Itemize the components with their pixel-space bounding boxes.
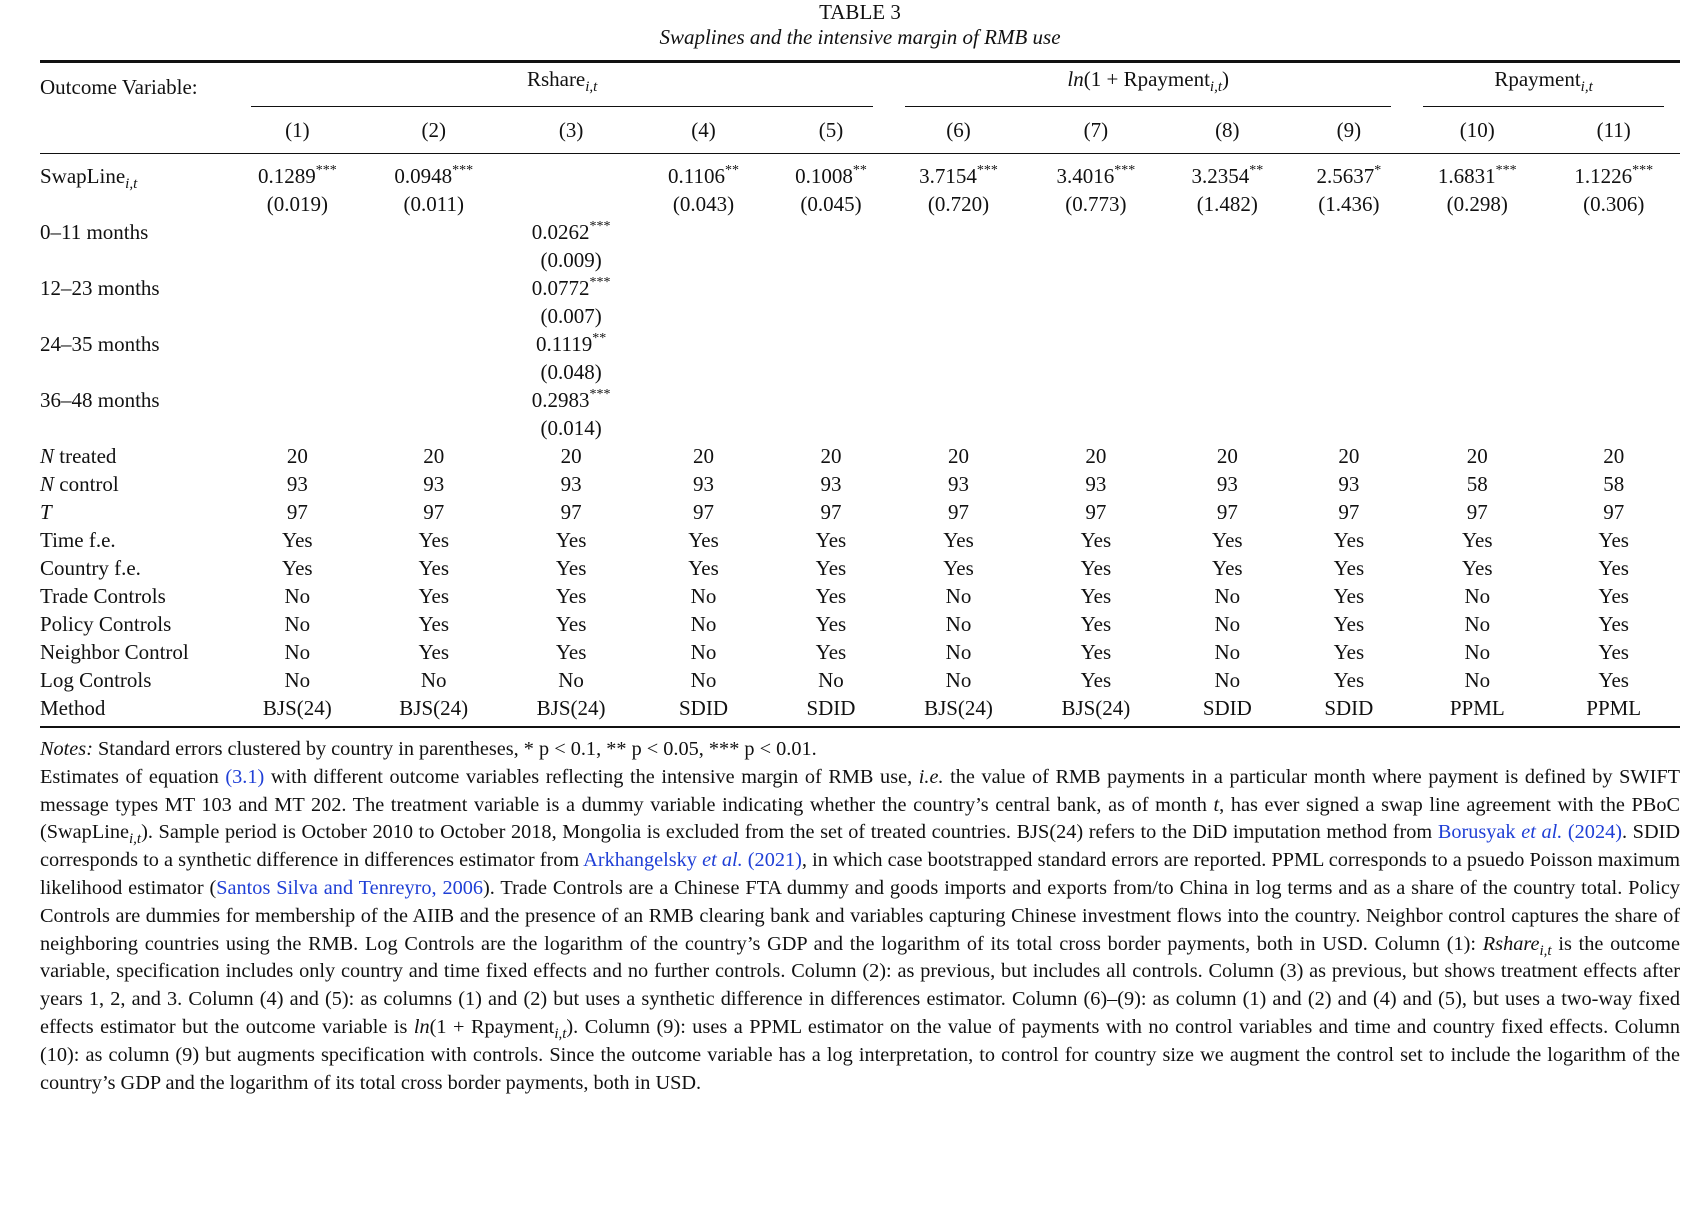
group-header-rpayment: Rpayment$_{i,t}$ (1407, 62, 1680, 108)
stat-cell: Yes (815, 612, 847, 636)
stat-cell: Yes (1080, 528, 1112, 552)
stat-cell: 93 (1216, 472, 1238, 496)
event-row-label: 24–35 months (40, 332, 160, 356)
group-header-row (40, 62, 1680, 108)
stat-cell: BJS(24) (1028, 694, 1164, 727)
column-number: (4) (634, 107, 772, 154)
stat-cell: Yes (1333, 668, 1365, 692)
table-number: TABLE 3 (819, 0, 901, 24)
notes-body: Estimates of equation (3.1) with different outcome variables reflecting the intensive margin of RMB use, i.e. the value of RMB payments in a particular month where payment is defined by SWIFT message types MT 103 and MT 202. The treatment variable is a dummy variable indicating whether the country’s central bank, as of month t, has ever signed a swap line agreement with the PBoC (SwapLine$_{i,t}$). Sample period is October 2010 to October 2018, Mongolia is excluded from the set of treated countries. BJS(24) refers to the DiD imputation method from Borusyak et al. (2024). SDID corresponds to a synthetic difference in differences estimator from Arkhangelsky et al. (2021), in which case bootstrapped standard errors are reported. PPML corresponds to a psuedo Poisson maximum likelihood estimator (Santos Silva and Tenreyro, 2006). Trade Controls are a Chinese FTA dummy and goods imports and exports from/to China in log terms and as a share of the country total. Policy Controls are dummies for membership of the AIIB and the presence of an RMB clearing bank and variables capturing Chinese investment flows into the country. Neighbor control captures the share of neighboring countries using the RMB. Log Controls are the logarithm of the country’s GDP and the logarithm of its total cross border payments, both in USD. Column (1): Rshare$_{i,t}$ is the outcome variable, specification includes only country and time fixed effects and no further controls. Column (2): as previous, but includes all controls. Column (3) as previous, but shows treatment effects after years 1, 2, and 3. Column (4) and (5): as columns (1) and (2) but uses a synthetic difference in differences estimator. Column (6)–(9): as column (1) and (2) and (4) and (5), but uses a two-way fixed effects estimator but the outcome variable is ln(1 + Rpayment$_{i,t}$). Column (9): uses a PPML estimator on the value of payments with no control variables and time and country fixed effects. Column (10): as column (9) but augments specification with controls. Since the outcome variable has a log interpretation, to control for country size we augment the control set to include the logarithm of the country’s GDP and the logarithm of its total cross border payments, both in USD. (40, 765, 1680, 1094)
stat-cell: No (690, 668, 717, 692)
coef-cell: 0.2983*** (531, 387, 611, 412)
se-cell: (0.298) (1446, 192, 1508, 216)
swapline-se-row (40, 190, 1680, 218)
stat-row-label: N control (40, 472, 119, 496)
stat-cell: 97 (948, 500, 969, 524)
stat-cell: Yes (555, 640, 587, 664)
stat-cell: Yes (1598, 584, 1629, 608)
stat-row (40, 610, 1680, 638)
stat-cell: No (690, 640, 717, 664)
event-row (40, 274, 1680, 302)
stat-cell: No (284, 612, 311, 636)
stat-cell: Yes (1333, 640, 1365, 664)
stat-cell: Yes (555, 528, 587, 552)
stat-cell: Yes (1461, 528, 1493, 552)
stat-cell: 97 (693, 500, 714, 524)
stat-cell: Yes (282, 528, 313, 552)
coef-cell: 2.5637* (1316, 163, 1382, 188)
se-cell: (0.720) (927, 192, 990, 216)
citation-link-arkhangelsky[interactable]: Arkhangelsky et al. (2021) (583, 849, 802, 872)
stat-cell: No (1214, 584, 1241, 608)
equation-link[interactable]: (3.1) (225, 765, 265, 788)
se-cell: (1.482) (1196, 192, 1258, 216)
group-header-rshare: Rshare$_{i,t}$ (235, 62, 889, 108)
stat-cell: 97 (1466, 500, 1488, 524)
stat-cell: 20 (1338, 444, 1360, 468)
stat-cell: No (818, 668, 844, 692)
column-number: (6) (889, 107, 1027, 154)
stat-cell: Yes (418, 528, 449, 552)
stat-cell: Yes (815, 556, 847, 580)
stat-cell: Yes (1333, 528, 1365, 552)
stat-row-label: Policy Controls (40, 612, 172, 636)
stat-cell: 93 (1338, 472, 1360, 496)
stat-cell: Yes (1080, 584, 1112, 608)
stat-cell: Yes (282, 556, 313, 580)
stat-row-label: Country f.e. (40, 556, 141, 580)
coef-cell: 1.1226*** (1574, 163, 1654, 188)
stat-row (40, 442, 1680, 470)
coef-cell: 1.6831*** (1437, 163, 1517, 188)
stat-cell: 93 (820, 472, 842, 496)
stat-cell: 97 (286, 500, 308, 524)
stat-cell: 20 (560, 444, 582, 468)
stat-cell: BJS(24) (508, 694, 635, 727)
stat-cell: BJS(24) (889, 694, 1027, 727)
table-page (40, 0, 1680, 1097)
column-number: (3) (508, 107, 635, 154)
column-number: (5) (773, 107, 890, 154)
stat-row-label: Neighbor Control (40, 640, 189, 664)
se-cell: (0.014) (540, 416, 602, 440)
column-number: (10) (1407, 107, 1547, 154)
coef-cell: 0.1119** (536, 331, 607, 356)
stat-cell: No (420, 668, 447, 692)
stat-cell: 97 (1216, 500, 1238, 524)
stat-cell: Yes (1212, 556, 1243, 580)
stat-cell: Yes (1080, 612, 1112, 636)
stat-cell: 20 (1085, 444, 1107, 468)
stat-cell: 97 (423, 500, 445, 524)
se-cell: (0.007) (540, 304, 602, 328)
stat-cell: 20 (1466, 444, 1488, 468)
stat-cell: No (284, 640, 311, 664)
stat-cell: 20 (286, 444, 308, 468)
stat-cell: No (1464, 640, 1491, 664)
coef-cell: 3.2354** (1191, 163, 1264, 188)
stat-cell: 97 (820, 500, 842, 524)
se-cell: (0.009) (540, 248, 602, 272)
coef-cell: 0.1106** (668, 163, 739, 188)
se-cell: (0.019) (266, 192, 328, 216)
stat-cell: PPML (1547, 694, 1680, 727)
stat-cell: Yes (418, 640, 449, 664)
stat-cell: 58 (1466, 472, 1488, 496)
stat-cell: 93 (286, 472, 308, 496)
stat-row-label: T (40, 500, 52, 524)
stat-cell: 93 (1085, 472, 1107, 496)
stat-row-label: N treated (40, 444, 117, 468)
stat-cell: Yes (555, 612, 587, 636)
event-se-row (40, 358, 1680, 386)
stat-cell: No (558, 668, 584, 692)
stat-cell: No (1464, 612, 1491, 636)
stat-cell: 93 (560, 472, 582, 496)
stat-cell: No (1214, 668, 1241, 692)
coef-cell: 3.4016*** (1056, 163, 1136, 188)
column-number: (8) (1164, 107, 1290, 154)
stat-cell: No (1464, 668, 1491, 692)
citation-link-borusyak[interactable]: Borusyak et al. (2024) (1437, 821, 1622, 844)
stat-cell: Yes (418, 584, 449, 608)
stat-cell: Yes (418, 556, 449, 580)
stat-row-label: Log Controls (40, 668, 152, 692)
stat-cell: BJS(24) (360, 694, 508, 727)
se-cell (508, 190, 635, 218)
stat-cell: No (690, 584, 717, 608)
stat-cell: Yes (1461, 556, 1493, 580)
stat-cell: 20 (1603, 444, 1625, 468)
stat-row-label: Time f.e. (40, 528, 116, 552)
stat-cell: 58 (1603, 472, 1625, 496)
stat-cell: Yes (1598, 528, 1629, 552)
column-number-row (40, 107, 1680, 154)
stat-cell: 20 (1216, 444, 1238, 468)
stat-cell: Yes (815, 640, 847, 664)
stat-row-label: Method (40, 694, 235, 727)
notes-significance: Notes: Standard errors clustered by country in parentheses, * p < 0.1, ** p < 0.05, *** p < 0.01. (40, 738, 817, 760)
event-se-row (40, 302, 1680, 330)
stat-cell: 97 (1603, 500, 1625, 524)
stat-cell: No (945, 668, 972, 692)
stat-cell: Yes (1598, 640, 1629, 664)
stat-cell: No (945, 612, 972, 636)
se-cell: (0.048) (540, 360, 602, 384)
swapline-coef-row (40, 154, 1680, 191)
stat-cell: Yes (1080, 640, 1112, 664)
event-row (40, 218, 1680, 246)
stat-row (40, 470, 1680, 498)
stat-row (40, 582, 1680, 610)
stat-cell: Yes (1333, 584, 1365, 608)
stat-cell: No (284, 584, 311, 608)
se-cell: (0.045) (800, 192, 862, 216)
stat-cell: Yes (1598, 556, 1629, 580)
table-notes (40, 736, 1680, 1097)
group-header-ln-rpayment: ln(1 + Rpayment$_{i,t}$) (889, 62, 1407, 108)
stat-cell: No (1214, 612, 1241, 636)
event-se-row (40, 414, 1680, 442)
stat-cell: Yes (1598, 668, 1629, 692)
column-number: (9) (1291, 107, 1408, 154)
column-number: (2) (360, 107, 508, 154)
event-row-label: 0–11 months (40, 220, 149, 244)
stat-row (40, 498, 1680, 526)
stat-cell: Yes (815, 528, 847, 552)
stat-row (40, 694, 1680, 727)
stat-cell: Yes (1333, 612, 1365, 636)
stat-cell: Yes (1598, 612, 1629, 636)
coef-cell: 0.0948*** (394, 163, 474, 188)
column-number: (11) (1547, 107, 1680, 154)
event-row (40, 386, 1680, 414)
se-cell: (1.436) (1318, 192, 1380, 216)
stat-cell: 93 (423, 472, 445, 496)
se-cell: (0.043) (672, 192, 735, 216)
stat-cell: BJS(24) (235, 694, 360, 727)
stat-cell: 97 (1085, 500, 1107, 524)
coef-cell (508, 154, 635, 191)
event-row-label: 36–48 months (40, 388, 160, 412)
stat-cell: SDID (1164, 694, 1290, 727)
stat-cell: No (945, 640, 972, 664)
stat-cell: No (1214, 640, 1241, 664)
se-cell: (0.306) (1583, 192, 1645, 216)
stat-cell: 20 (820, 444, 842, 468)
stat-cell: Yes (555, 584, 587, 608)
stat-cell: Yes (688, 528, 719, 552)
stat-cell: Yes (1333, 556, 1365, 580)
stat-cell: No (1464, 584, 1491, 608)
results-table (40, 60, 1680, 728)
column-number: (7) (1028, 107, 1164, 154)
stat-cell: Yes (1080, 668, 1112, 692)
stat-cell: Yes (418, 612, 449, 636)
coef-cell: 3.7154*** (919, 163, 998, 188)
stat-cell: 20 (693, 444, 714, 468)
stat-cell: Yes (688, 556, 719, 580)
stat-cell: 20 (423, 444, 445, 468)
coef-cell: 0.0772*** (531, 275, 611, 300)
stat-cell: Yes (1212, 528, 1243, 552)
stat-cell: No (945, 584, 972, 608)
stat-cell: Yes (1080, 556, 1112, 580)
se-cell: (0.773) (1065, 192, 1127, 216)
stat-cell: SDID (634, 694, 772, 727)
stat-row (40, 638, 1680, 666)
event-row (40, 330, 1680, 358)
stat-cell: 97 (560, 500, 582, 524)
swapline-label: SwapLine$_{i,t}$ (40, 164, 138, 192)
stat-cell: SDID (773, 694, 890, 727)
stat-row-label: Trade Controls (40, 584, 166, 608)
stat-cell: PPML (1407, 694, 1547, 727)
stat-row (40, 526, 1680, 554)
stat-cell: Yes (943, 528, 974, 552)
stat-cell: SDID (1291, 694, 1408, 727)
stat-cell: Yes (943, 556, 974, 580)
event-row-label: 12–23 months (40, 276, 160, 300)
coef-cell: 0.0262*** (531, 219, 611, 244)
stat-cell: Yes (815, 584, 847, 608)
outcome-label: Outcome Variable: (40, 62, 235, 108)
citation-link-santos-silva[interactable]: Santos Silva and Tenreyro, 2006 (216, 876, 484, 899)
coef-cell: 0.1289*** (257, 163, 337, 188)
stat-row (40, 554, 1680, 582)
column-number: (1) (235, 107, 360, 154)
stat-cell: No (690, 612, 717, 636)
coef-cell: 0.1008** (795, 163, 867, 188)
table-caption: Swaplines and the intensive margin of RMB use (659, 25, 1061, 49)
stat-cell: 97 (1338, 500, 1360, 524)
stat-cell: 20 (948, 444, 969, 468)
stat-row (40, 666, 1680, 694)
event-se-row (40, 246, 1680, 274)
stat-cell: 93 (948, 472, 969, 496)
stat-cell: No (284, 668, 311, 692)
stat-cell: 93 (693, 472, 714, 496)
stat-cell: Yes (555, 556, 587, 580)
se-cell: (0.011) (403, 192, 464, 216)
